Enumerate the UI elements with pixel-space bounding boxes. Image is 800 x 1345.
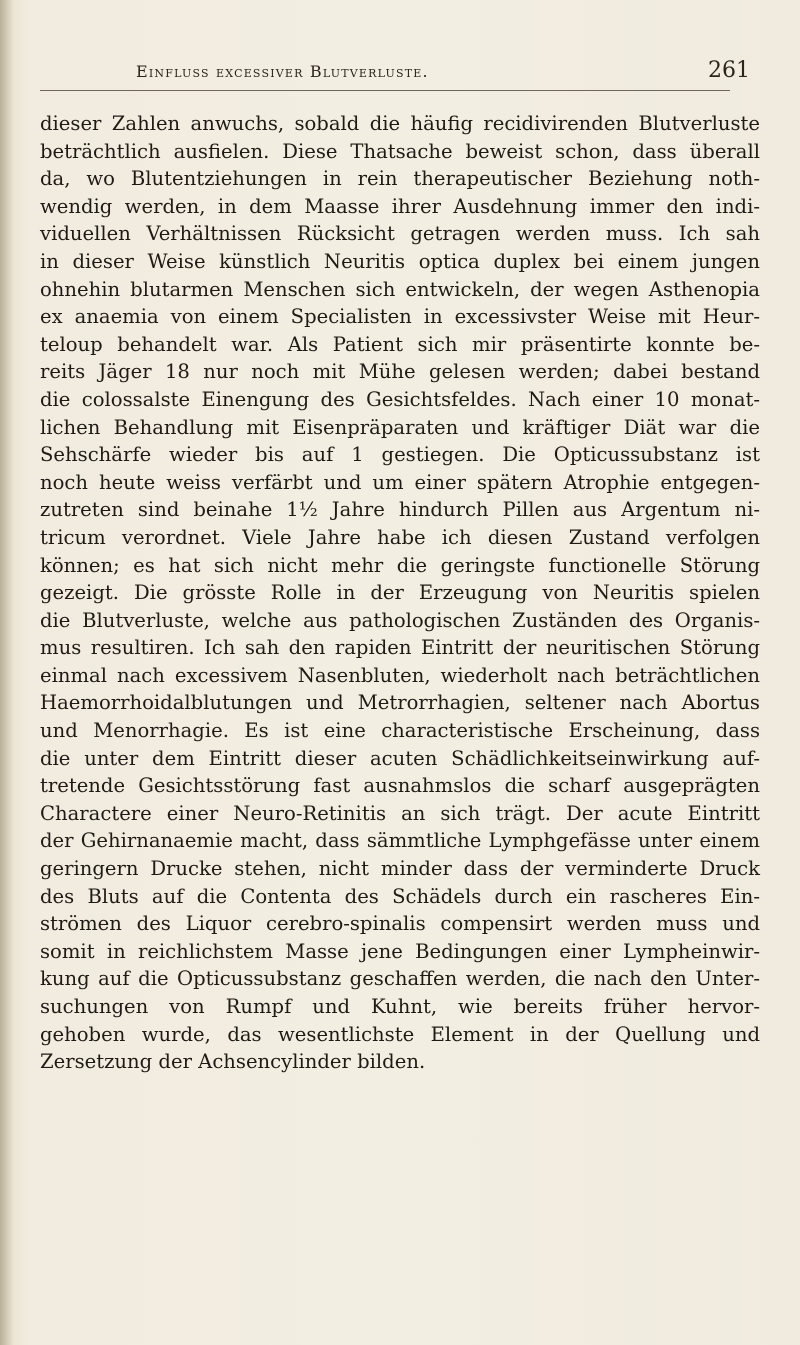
text-line: gehoben wurde, das wesentlichste Element in der Quellung und	[40, 1022, 760, 1046]
text-line: teloup behandelt war. Als Patient sich mir präsentirte konnte be-	[40, 332, 760, 356]
text-line: die colossalste Einengung des Gesichtsfeldes. Nach einer 10 monat-	[40, 387, 760, 411]
text-line: zutreten sind beinahe 1½ Jahre hindurch Pillen aus Argentum ni-	[40, 498, 760, 522]
text-line: viduellen Verhältnissen Rücksicht getragen werden muss. Ich sah	[40, 222, 760, 246]
text-line: mus resultiren. Ich sah den rapiden Eintritt der neuritischen Störung	[40, 636, 760, 660]
text-line: Sehschärfe wieder bis auf 1 gestiegen. Die Opticussubstanz ist	[40, 443, 760, 467]
text-line: kung auf die Opticussubstanz geschaffen werden, die nach den Unter-	[40, 967, 760, 991]
text-line: lichen Behandlung mit Eisenpräparaten und kräftiger Diät war die	[40, 415, 760, 439]
body-text	[40, 110, 760, 1076]
text-line: tricum verordnet. Viele Jahre habe ich diesen Zustand verfolgen	[40, 525, 760, 549]
text-line: und Menorrhagie. Es ist eine characteristische Erscheinung, dass	[40, 719, 760, 743]
text-line: strömen des Liquor cerebro-spinalis compensirt werden muss und	[40, 912, 760, 936]
text-line: somit in reichlichstem Masse jene Bedingungen einer Lympheinwir-	[40, 939, 760, 963]
text-line: die unter dem Eintritt dieser acuten Schädlichkeitseinwirkung auf-	[40, 746, 760, 770]
text-line: dieser Zahlen anwuchs, sobald die häufig recidivirenden Blutverluste	[40, 112, 760, 135]
text-line: reits Jäger 18 nur noch mit Mühe gelesen werden; dabei bestand	[40, 360, 760, 384]
text-line: beträchtlich ausfielen. Diese Thatsache beweist schon, dass überall	[40, 139, 760, 163]
text-line: Charactere einer Neuro-Retinitis an sich trägt. Der acute Eintritt	[40, 801, 760, 825]
text-line: Haemorrhoidalblutungen und Metrorrhagien, seltener nach Abortus	[40, 691, 760, 715]
text-line: der Gehirnanaemie macht, dass sämmtliche Lymphgefässe unter einem	[40, 829, 760, 853]
header-rule	[40, 90, 730, 91]
text-line: tretende Gesichtsstörung fast ausnahmslos die scharf ausgeprägten	[40, 774, 760, 798]
text-line: da, wo Blutentziehungen in rein therapeutischer Beziehung noth-	[40, 167, 760, 191]
text-line: suchungen von Rumpf und Kuhnt, wie bereits früher hervor-	[40, 995, 760, 1018]
text-line: können; es hat sich nicht mehr die geringste functionelle Störung	[40, 553, 760, 577]
text-line: ohnehin blutarmen Menschen sich entwickeln, der wegen Asthenopia	[40, 277, 760, 301]
text-line: in dieser Weise künstlich Neuritis optica duplex bei einem jungen	[40, 249, 760, 273]
text-line: des Bluts auf die Contenta des Schädels durch ein rascheres Ein-	[40, 884, 760, 908]
text-line: geringern Drucke stehen, nicht minder dass der verminderte Druck	[40, 857, 760, 881]
page-header	[40, 58, 790, 98]
text-line: wendig werden, in dem Maasse ihrer Ausdehnung immer den indi-	[40, 194, 760, 218]
page-number: 261	[708, 58, 750, 83]
text-line: die Blutverluste, welche aus pathologischen Zuständen des Organis-	[40, 608, 760, 632]
running-head: Einfluss excessiver Blutverluste.	[136, 62, 429, 81]
text-line: einmal nach excessivem Nasenbluten, wiederholt nach beträchtlichen	[40, 663, 760, 687]
text-line: ex anaemia von einem Specialisten in excessivster Weise mit Heur-	[40, 305, 760, 329]
text-line: gezeigt. Die grösste Rolle in der Erzeugung von Neuritis spielen	[40, 581, 760, 605]
text-line: noch heute weiss verfärbt und um einer spätern Atrophie entgegen-	[40, 470, 760, 494]
text-line-last: Zersetzung der Achsencylinder bilden.	[40, 1050, 426, 1074]
binding-shadow	[0, 0, 14, 1345]
